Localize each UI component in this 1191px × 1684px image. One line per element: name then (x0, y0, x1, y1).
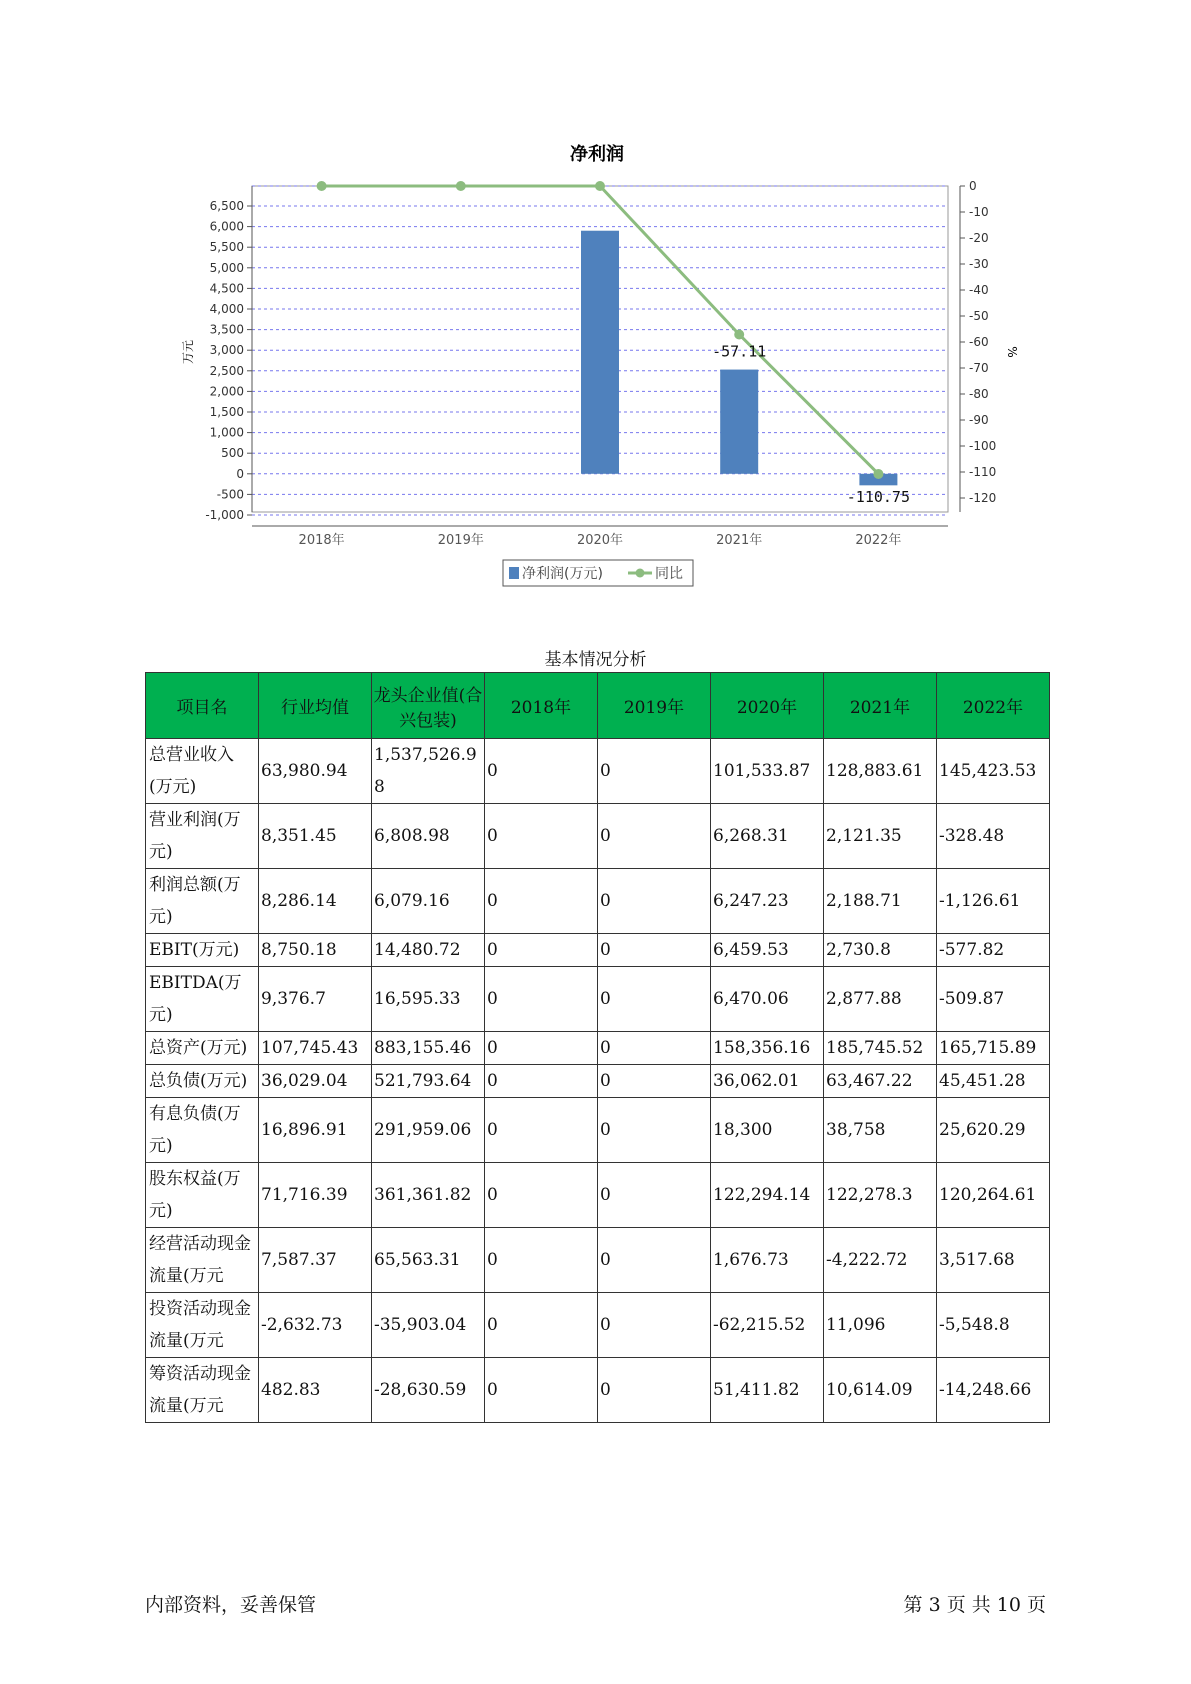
table-cell: 36,062.01 (711, 1065, 824, 1098)
y2-tick-label: -10 (969, 205, 989, 219)
table-cell: 8,351.45 (259, 804, 372, 869)
y2-tick-label: -20 (969, 231, 989, 245)
row-label: 总资产(万元) (146, 1032, 259, 1065)
table-cell: 63,467.22 (824, 1065, 937, 1098)
table-cell: 0 (598, 1358, 711, 1423)
header-cell: 项目名 (146, 673, 259, 739)
row-label: 筹资活动现金流量(万元 (146, 1358, 259, 1423)
row-label: 股东权益(万元) (146, 1163, 259, 1228)
basic-analysis-table (145, 672, 1050, 1423)
y-tick-label: 1,500 (209, 405, 244, 419)
table-cell: 0 (598, 967, 711, 1032)
table-cell: 6,459.53 (711, 934, 824, 967)
row-label: 投资活动现金流量(万元 (146, 1293, 259, 1358)
y-tick-label: 2,500 (209, 363, 244, 378)
y-tick-label: 6,500 (209, 199, 244, 213)
table-row (146, 967, 1050, 1032)
table-cell: 482.83 (259, 1358, 372, 1423)
table-cell: 0 (598, 1032, 711, 1065)
x-tick-label: 2019年 (437, 533, 484, 548)
table-cell: 2,877.88 (824, 967, 937, 1032)
table-cell: 6,079.16 (372, 869, 485, 934)
footer-page-number: 第 3 页 共 10 页 (903, 1594, 1046, 1616)
table-cell: 0 (485, 1065, 598, 1098)
table-cell: 361,361.82 (372, 1163, 485, 1228)
x-tick-label: 2021年 (716, 533, 763, 548)
y-tick-label: 1,000 (209, 425, 244, 440)
table-header-row (146, 673, 1050, 739)
table-cell: 45,451.28 (937, 1065, 1050, 1098)
table-cell: 25,620.29 (937, 1098, 1050, 1163)
table-cell: -2,632.73 (259, 1293, 372, 1358)
header-cell: 2021年 (824, 673, 937, 739)
table-cell: 0 (485, 1228, 598, 1293)
table-row (146, 1163, 1050, 1228)
table-cell: -1,126.61 (937, 869, 1050, 934)
table-cell: 18,300 (711, 1098, 824, 1163)
table-cell: 0 (598, 739, 711, 804)
data-label: -110.75 (846, 487, 911, 506)
table-cell: 883,155.46 (372, 1032, 485, 1065)
table-cell: 0 (598, 1293, 711, 1358)
header-cell: 2019年 (598, 673, 711, 739)
yoy-point (734, 329, 744, 339)
table-cell: -577.82 (937, 934, 1050, 967)
y-tick-label: 3,500 (209, 322, 244, 337)
y2-tick-label: -120 (969, 491, 997, 505)
table-cell: 0 (485, 967, 598, 1032)
y2-tick-label: -60 (969, 335, 989, 349)
table-row (146, 1293, 1050, 1358)
x-tick-label: 2022年 (855, 533, 902, 548)
table-cell: 0 (485, 739, 598, 804)
row-label: 总负债(万元) (146, 1065, 259, 1098)
table-cell: 36,029.04 (259, 1065, 372, 1098)
table-cell: 65,563.31 (372, 1228, 485, 1293)
table-cell: 2,121.35 (824, 804, 937, 869)
table-cell: 7,587.37 (259, 1228, 372, 1293)
table-cell: 0 (485, 1032, 598, 1065)
table-cell: 0 (485, 1098, 598, 1163)
row-label: 利润总额(万元) (146, 869, 259, 934)
legend-line-marker (636, 569, 645, 578)
row-label: 经营活动现金流量(万元 (146, 1228, 259, 1293)
table-row (146, 739, 1050, 804)
table-cell: 0 (598, 804, 711, 869)
bar-2021年 (720, 370, 758, 474)
data-label: -57.11 (712, 342, 767, 361)
table-cell: 38,758 (824, 1098, 937, 1163)
table-cell: 165,715.89 (937, 1032, 1050, 1065)
y2-axis-label: % (1005, 346, 1019, 358)
legend-bar-swatch (509, 567, 519, 579)
table-cell: 101,533.87 (711, 739, 824, 804)
yoy-point (317, 181, 327, 191)
table-cell: 107,745.43 (259, 1032, 372, 1065)
table-cell: 6,268.31 (711, 804, 824, 869)
y2-tick-label: -40 (969, 283, 989, 297)
table-cell: 63,980.94 (259, 739, 372, 804)
y2-tick-label: -110 (969, 465, 997, 479)
y-tick-label: 3,000 (209, 343, 244, 358)
chart-title: 净利润 (570, 144, 624, 165)
y2-tick-label: -30 (969, 257, 989, 271)
y-tick-label: 6,000 (209, 219, 244, 234)
table-cell: 122,294.14 (711, 1163, 824, 1228)
table-cell: 6,470.06 (711, 967, 824, 1032)
table-cell: 0 (485, 1358, 598, 1423)
row-label: EBITDA(万元) (146, 967, 259, 1032)
table-row (146, 1228, 1050, 1293)
table-cell: 185,745.52 (824, 1032, 937, 1065)
table-cell: 0 (598, 934, 711, 967)
table-cell: -4,222.72 (824, 1228, 937, 1293)
table-cell: 10,614.09 (824, 1358, 937, 1423)
y-tick-label: -1,000 (205, 508, 244, 522)
y-tick-label: 4,000 (209, 302, 244, 316)
y2-tick-label: -70 (969, 361, 989, 375)
x-tick-label: 2018年 (298, 533, 345, 548)
footer-confidential: 内部资料，妥善保管 (145, 1594, 317, 1616)
y2-tick-label: -90 (969, 413, 989, 427)
table-cell: 0 (598, 1228, 711, 1293)
header-cell: 2022年 (937, 673, 1050, 739)
table-cell: 1,537,526.98 (372, 739, 485, 804)
table-row (146, 934, 1050, 967)
y2-tick-label: 0 (969, 179, 977, 193)
header-cell: 行业均值 (259, 673, 372, 739)
table-cell: 14,480.72 (372, 934, 485, 967)
y-tick-label: 4,500 (209, 281, 244, 296)
table-row (146, 1065, 1050, 1098)
table-cell: 0 (485, 804, 598, 869)
table-cell: 122,278.3 (824, 1163, 937, 1228)
table-cell: -35,903.04 (372, 1293, 485, 1358)
table-cell: 1,676.73 (711, 1228, 824, 1293)
table-cell: 9,376.7 (259, 967, 372, 1032)
table-cell: 16,595.33 (372, 967, 485, 1032)
y-tick-label: 5,000 (209, 260, 244, 275)
table-cell: 3,517.68 (937, 1228, 1050, 1293)
row-label: 总营业收入(万元) (146, 739, 259, 804)
table-cell: 0 (598, 1163, 711, 1228)
y-tick-label: 2,000 (209, 384, 244, 399)
x-tick-label: 2020年 (576, 533, 624, 548)
table-cell: 0 (485, 934, 598, 967)
net-profit-chart (0, 0, 1191, 600)
table-cell: 0 (598, 1065, 711, 1098)
y-tick-label: 5,500 (209, 240, 244, 255)
table-cell: 16,896.91 (259, 1098, 372, 1163)
table-cell: -14,248.66 (937, 1358, 1050, 1423)
table-cell: 145,423.53 (937, 739, 1050, 804)
table-row (146, 1032, 1050, 1065)
table-cell: 0 (485, 869, 598, 934)
row-label: EBIT(万元) (146, 934, 259, 967)
table-cell: 158,356.16 (711, 1032, 824, 1065)
table-row (146, 1098, 1050, 1163)
table-cell: 6,247.23 (711, 869, 824, 934)
table-cell: 11,096 (824, 1293, 937, 1358)
y2-tick-label: -80 (969, 387, 989, 401)
right-axis (960, 179, 996, 512)
left-axis (205, 186, 252, 522)
y-tick-label: -500 (216, 487, 244, 502)
table-cell: 0 (598, 1098, 711, 1163)
table-row (146, 1358, 1050, 1423)
table-cell: 521,793.64 (372, 1065, 485, 1098)
yoy-point (595, 181, 605, 191)
table-cell: -62,215.52 (711, 1293, 824, 1358)
header-cell: 2020年 (711, 673, 824, 739)
table-cell: 8,286.14 (259, 869, 372, 934)
legend-line-label: 同比 (655, 566, 683, 582)
table-cell: -28,630.59 (372, 1358, 485, 1423)
row-label: 有息负债(万元) (146, 1098, 259, 1163)
table-caption: 基本情况分析 (544, 650, 647, 670)
table-cell: 2,730.8 (824, 934, 937, 967)
header-cell: 2018年 (485, 673, 598, 739)
table-cell: 128,883.61 (824, 739, 937, 804)
table-cell: -328.48 (937, 804, 1050, 869)
header-cell: 龙头企业值(合兴包装) (372, 673, 485, 739)
table-cell: -509.87 (937, 967, 1050, 1032)
table-cell: 0 (485, 1163, 598, 1228)
table-row (146, 804, 1050, 869)
table-cell: 71,716.39 (259, 1163, 372, 1228)
table-cell: 6,808.98 (372, 804, 485, 869)
table-cell: 8,750.18 (259, 934, 372, 967)
chart-legend (503, 560, 693, 586)
yoy-point (873, 469, 883, 479)
y2-tick-label: -100 (969, 439, 997, 453)
table-cell: 120,264.61 (937, 1163, 1050, 1228)
table-cell: 51,411.82 (711, 1358, 824, 1423)
x-axis (252, 526, 948, 548)
legend-bar-label: 净利润(万元) (522, 566, 603, 582)
y-tick-label: 0 (236, 466, 244, 481)
table-row (146, 869, 1050, 934)
y-axis-label: 万元 (181, 339, 195, 365)
table-cell: 0 (485, 1293, 598, 1358)
yoy-point (456, 181, 466, 191)
y-tick-label: 500 (221, 446, 244, 461)
table-cell: 2,188.71 (824, 869, 937, 934)
y2-tick-label: -50 (969, 309, 989, 323)
table-cell: -5,548.8 (937, 1293, 1050, 1358)
bar-2020年 (581, 231, 619, 474)
row-label: 营业利润(万元) (146, 804, 259, 869)
table-cell: 0 (598, 869, 711, 934)
table-cell: 291,959.06 (372, 1098, 485, 1163)
